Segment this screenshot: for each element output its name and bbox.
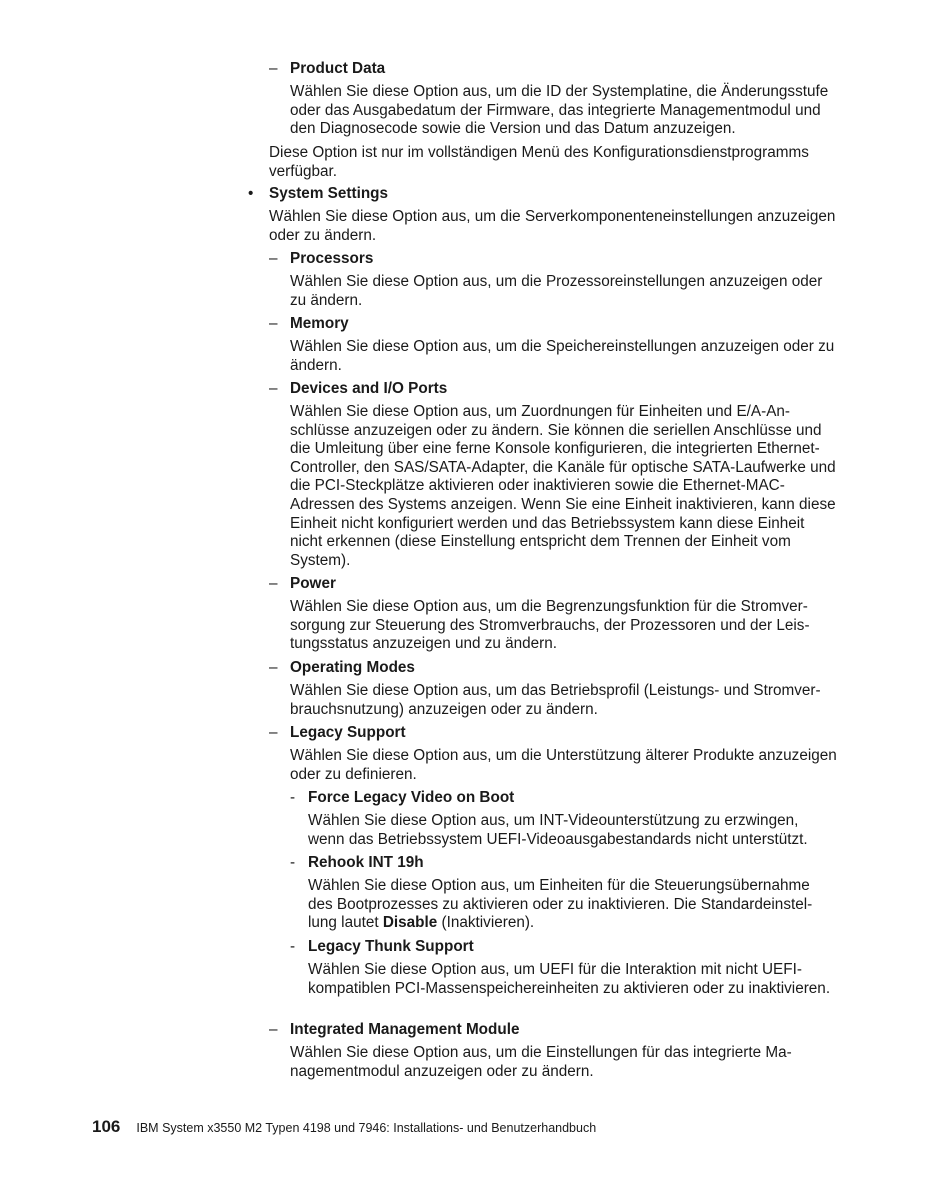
devices-io-ports-text: Wählen Sie diese Option aus, um Zuordnungen für Einheiten und E/A-Anschlüsse anzuzeigen oder zu ändern. Sie können die seriellen Anschlüsse und die Umleitung über eine ferne Konsole konfigurieren, die integrierten Ethernet-Controller, den SAS/SATA-Adapter, die Kanäle für optische SATA-Laufwerke und die PCI-Steckplätze aktivieren oder inaktivieren sowie die Ethernet-MAC-Adressen des Systems anzeigen. Wenn Sie eine Einheit inaktivieren, kann diese Einheit nicht konfiguriert werden und das Betriebssystem kann diese Einheit nicht erkennen (diese Einstellung entspricht dem Trennen der Einheit vom System). xyxy=(290,403,836,569)
memory-heading: Memory xyxy=(290,315,349,332)
legacy-thunk-heading: Legacy Thunk Support xyxy=(308,938,474,955)
rehook-int19h-text xyxy=(308,877,833,933)
dash-marker: – xyxy=(269,315,278,332)
imm-text: Wählen Sie diese Option aus, um die Einstellungen für das integrierte Managementmodul anzuzeigen oder zu ändern. xyxy=(290,1044,792,1080)
dash-marker: – xyxy=(269,1021,278,1038)
dash-marker: – xyxy=(269,724,278,741)
sub-dash-marker: - xyxy=(290,938,296,955)
rehook-text-before: Wählen Sie diese Option aus, um Einheiten für die Steuerungsübernahme des Bootprozesses zu aktivieren oder zu inaktivieren. Die Standardeinstellung lautet xyxy=(308,877,813,932)
product-data-heading: Product Data xyxy=(290,60,386,77)
page-number: 106 xyxy=(92,1117,121,1136)
rehook-int19h-heading: Rehook INT 19h xyxy=(308,854,424,871)
force-legacy-video-text: Wählen Sie diese Option aus, um INT-Videounterstützung zu erzwingen, wenn das Betriebssystem UEFI-Videoausgabestandards nicht unterstützt. xyxy=(308,812,808,848)
dash-marker: – xyxy=(269,575,278,592)
power-text: Wählen Sie diese Option aus, um die Begrenzungsfunktion für die Stromversorgung zur Steuerung des Stromverbrauchs, der Prozessoren und der Leistungsstatus anzuzeigen und zu ändern. xyxy=(290,598,810,653)
disable-value: Disable xyxy=(382,914,438,932)
footer-title: IBM System x3550 M2 Typen 4198 und 7946: Installations- und Benutzerhandbuch xyxy=(136,1121,597,1135)
product-data-text: Wählen Sie diese Option aus, um die ID der Systemplatine, die Änderungsstufe oder das Ausgabedatum der Firmware, das integrierte Managementmodul und den Diagnosecode sowie die Version und das Datum anzuzeigen. xyxy=(290,83,829,138)
sub-dash-marker: - xyxy=(290,854,296,871)
rehook-text-after: (Inaktivieren). xyxy=(437,914,535,932)
power-heading: Power xyxy=(290,575,336,592)
dash-marker: – xyxy=(269,380,278,397)
legacy-support-text: Wählen Sie diese Option aus, um die Unterstützung älterer Produkte anzuzeigen oder zu definieren. xyxy=(290,747,837,783)
legacy-thunk-text: Wählen Sie diese Option aus, um UEFI für die Interaktion mit nicht UEFI-kompatiblen PCI-Massenspeichereinheiten zu aktivieren oder zu inaktivieren. xyxy=(308,961,831,997)
legacy-support-heading: Legacy Support xyxy=(290,724,406,741)
bullet-marker: • xyxy=(248,185,254,202)
processors-text: Wählen Sie diese Option aus, um die Prozessoreinstellungen anzuzeigen oder zu ändern. xyxy=(290,273,823,309)
force-legacy-video-heading: Force Legacy Video on Boot xyxy=(308,789,515,806)
processors-heading: Processors xyxy=(290,250,374,267)
operating-modes-heading: Operating Modes xyxy=(290,659,415,676)
memory-text: Wählen Sie diese Option aus, um die Speichereinstellungen anzuzeigen oder zu ändern. xyxy=(290,338,835,374)
imm-heading: Integrated Management Module xyxy=(290,1021,520,1038)
sub-dash-marker: - xyxy=(290,789,296,806)
system-settings-text: Wählen Sie diese Option aus, um die Serverkomponenteneinstellungen anzuzeigen oder zu ändern. xyxy=(269,208,836,244)
dash-marker: – xyxy=(269,250,278,267)
dash-marker: – xyxy=(269,659,278,676)
menu-note: Diese Option ist nur im vollständigen Menü des Konfigurationsdienstprogramms verfügbar. xyxy=(269,144,809,180)
devices-io-ports-heading: Devices and I/O Ports xyxy=(290,380,448,397)
operating-modes-text: Wählen Sie diese Option aus, um das Betriebsprofil (Leistungs- und Stromverbrauchsnutzung) anzuzeigen oder zu ändern. xyxy=(290,682,821,718)
page-footer xyxy=(92,1118,596,1138)
system-settings-heading: System Settings xyxy=(269,185,389,202)
dash-marker: – xyxy=(269,60,278,77)
